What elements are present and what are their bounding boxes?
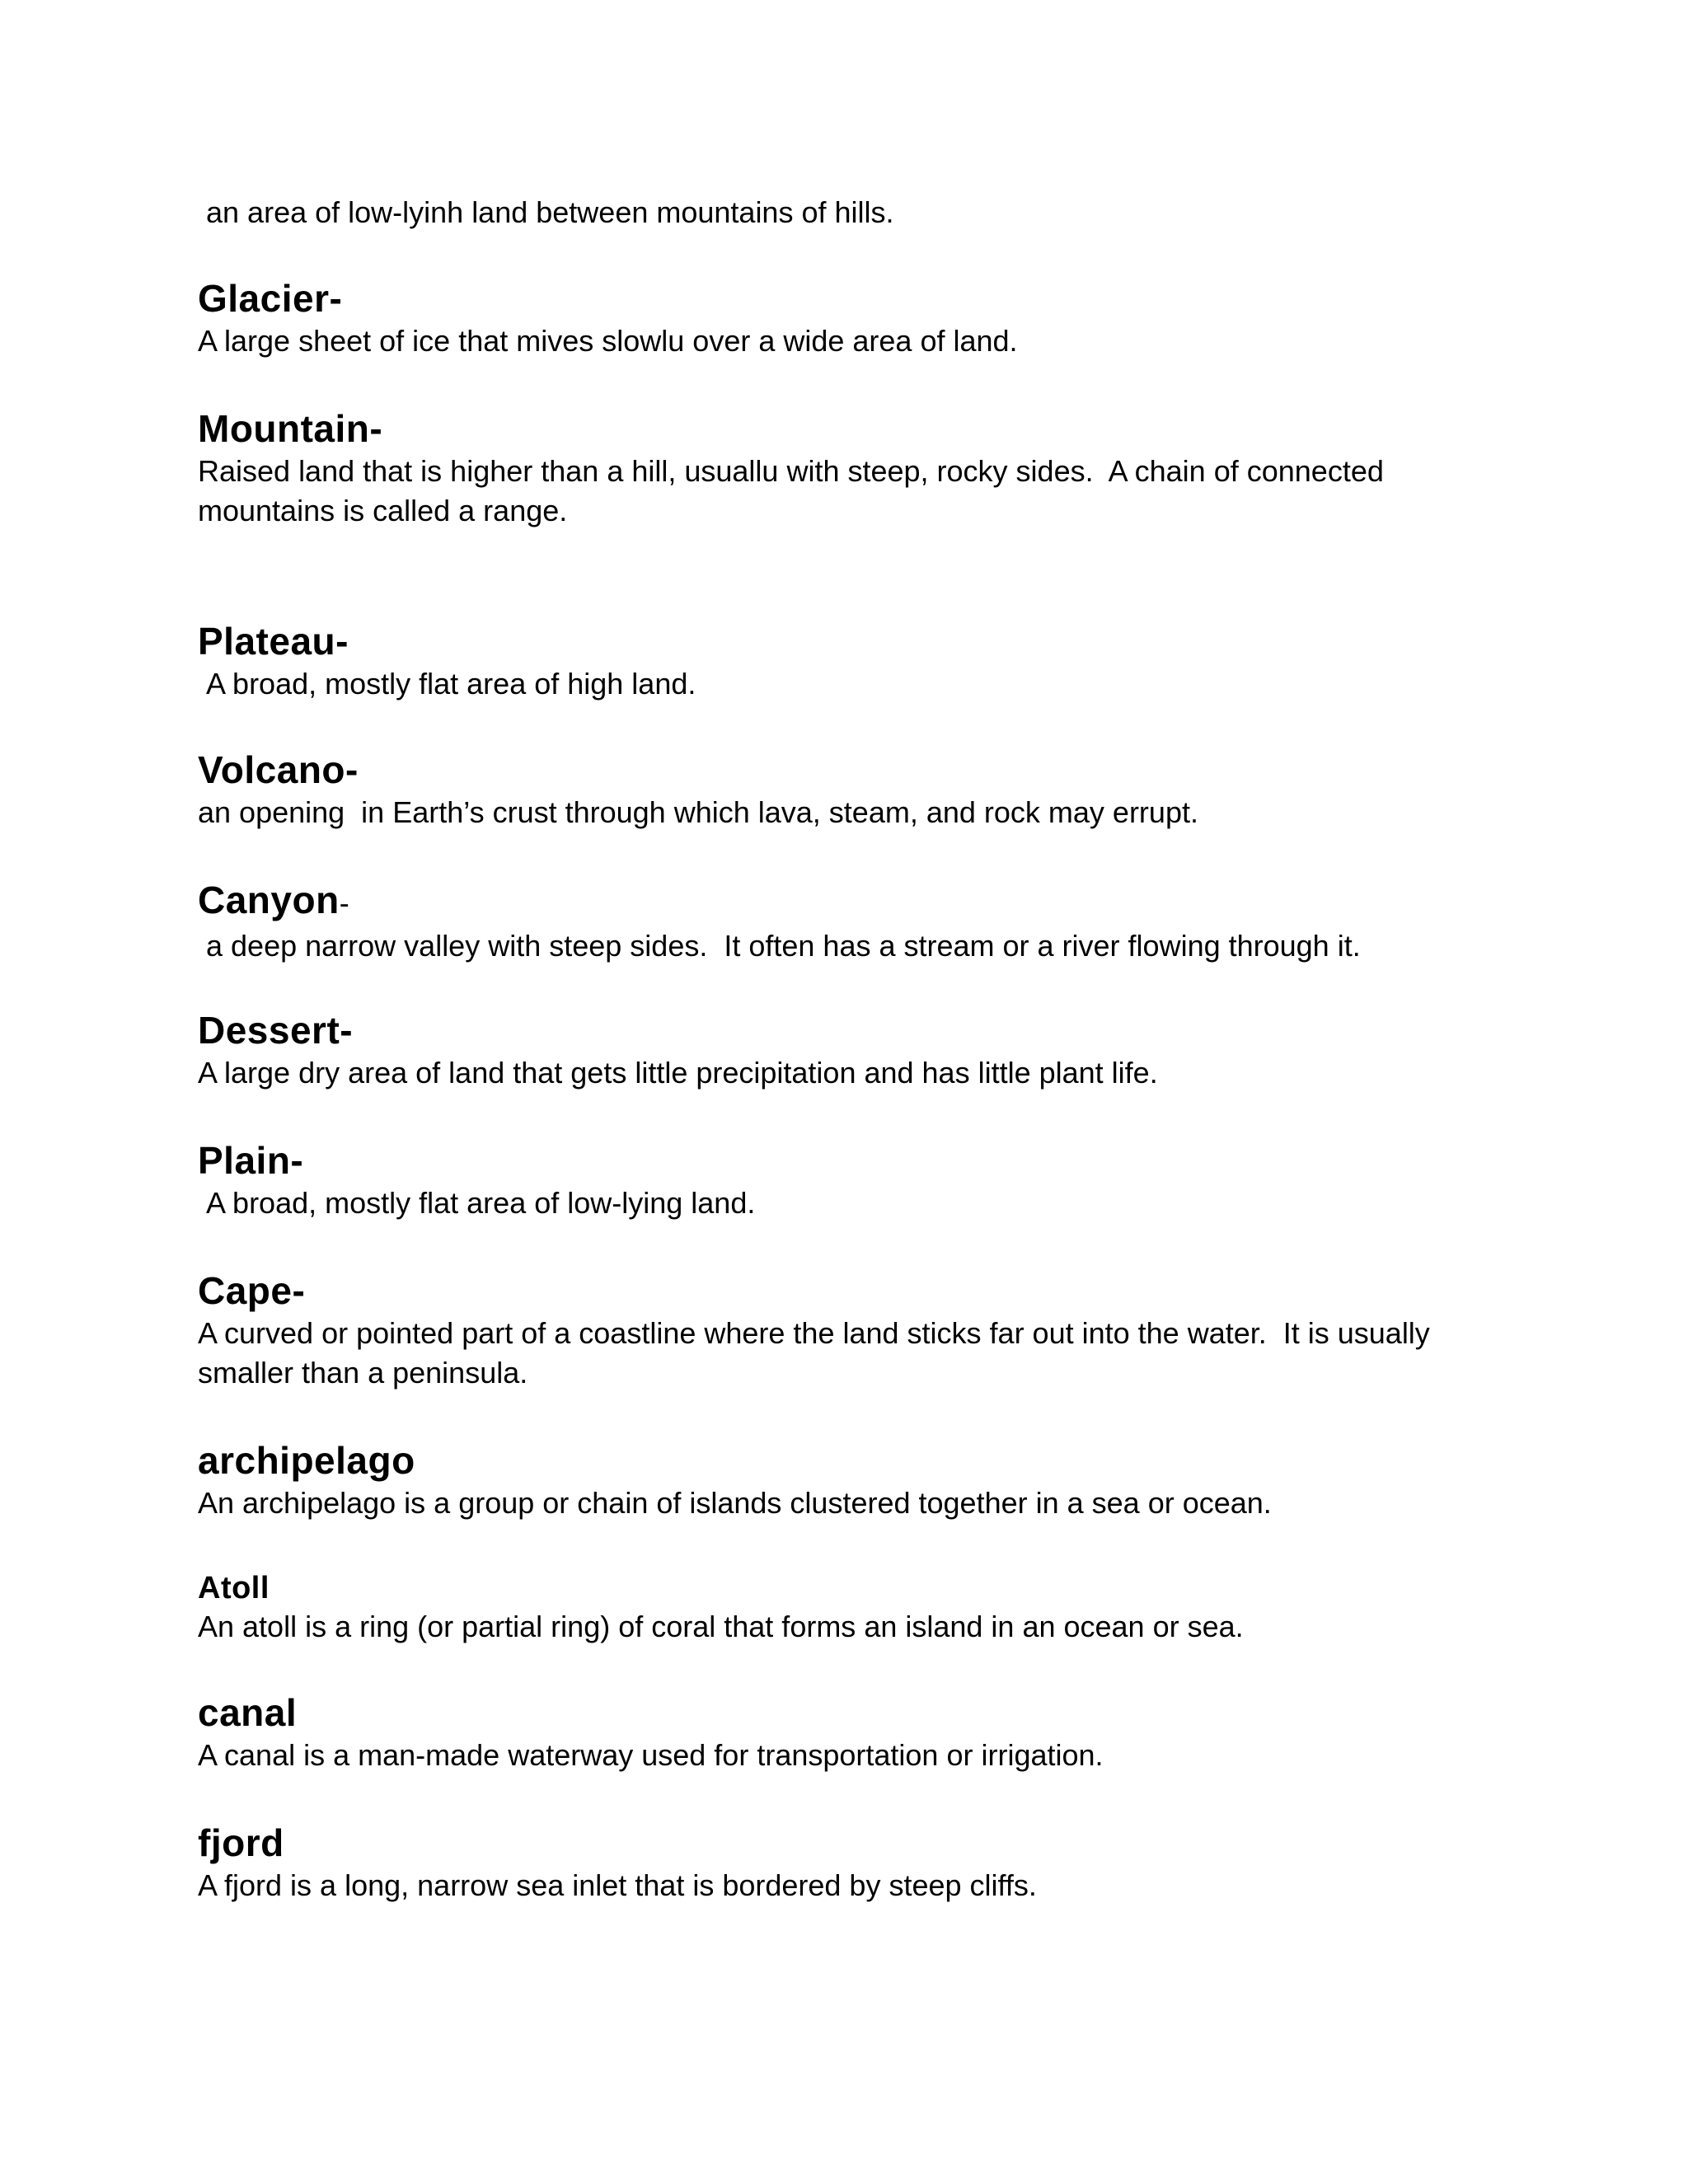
term-fjord: fjord [198, 1821, 284, 1864]
definition-archipelago: An archipelago is a group or chain of islands clustered together in a sea or ocean. [198, 1486, 1272, 1520]
definition-atoll: An atoll is a ring (or partial ring) of coral that forms an island in an ocean or sea. [198, 1610, 1244, 1643]
definition-dessert: A large dry area of land that gets little precipitation and has little plant life. [198, 1056, 1158, 1090]
term-mountain: Mountain- [198, 407, 383, 450]
entry-canyon [198, 877, 1517, 966]
term-dessert: Dessert- [198, 1009, 354, 1052]
intro-text: an area of low-lyinh land between mountains of hills. [198, 195, 894, 229]
entry-plateau [198, 618, 1517, 704]
entry-mountain [198, 405, 1517, 531]
term-canal: canal [198, 1691, 298, 1734]
entry-fjord [198, 1820, 1517, 1905]
intro-entry [198, 193, 1517, 232]
term-canyon [198, 877, 1517, 926]
entry-plain [198, 1137, 1517, 1223]
entry-volcano [198, 747, 1517, 832]
definition-fjord: A fjord is a long, narrow sea inlet that is bordered by steep cliffs. [198, 1868, 1037, 1902]
term-glacier: Glacier- [198, 277, 343, 320]
term-canyon-suffix: - [339, 886, 350, 920]
document-page [198, 0, 1517, 2184]
entry-atoll [198, 1569, 1517, 1647]
definition-plain: A broad, mostly flat area of low-lying land. [198, 1186, 756, 1220]
term-volcano: Volcano- [198, 748, 359, 791]
entry-archipelago [198, 1437, 1517, 1523]
term-plateau: Plateau- [198, 620, 349, 663]
definition-glacier: A large sheet of ice that mives slowlu over a wide area of land. [198, 324, 1018, 358]
term-atoll: Atoll [198, 1571, 270, 1605]
definition-volcano: an opening in Earth’s crust through which lava, steam, and rock may errupt. [198, 795, 1198, 829]
entry-dessert [198, 1007, 1517, 1093]
definition-canal: A canal is a man-made waterway used for transportation or irrigation. [198, 1738, 1104, 1772]
term-archipelago: archipelago [198, 1439, 415, 1482]
term-plain: Plain- [198, 1139, 304, 1182]
entry-cape [198, 1268, 1517, 1393]
definition-plateau: A broad, mostly flat area of high land. [198, 667, 696, 701]
term-canyon-word: Canyon [198, 879, 340, 921]
definition-mountain: Raised land that is higher than a hill, usuallu with steep, rocky sides. A chain of connected mountains is called a range. [198, 454, 1392, 527]
entry-canal [198, 1690, 1517, 1775]
term-cape: Cape- [198, 1269, 306, 1312]
entry-glacier [198, 275, 1517, 361]
definition-cape: A curved or pointed part of a coastline where the land sticks far out into the water. It is usually smaller than a peninsula. [198, 1316, 1438, 1390]
definition-canyon: a deep narrow valley with steep sides. It often has a stream or a river flowing through it. [198, 929, 1361, 963]
